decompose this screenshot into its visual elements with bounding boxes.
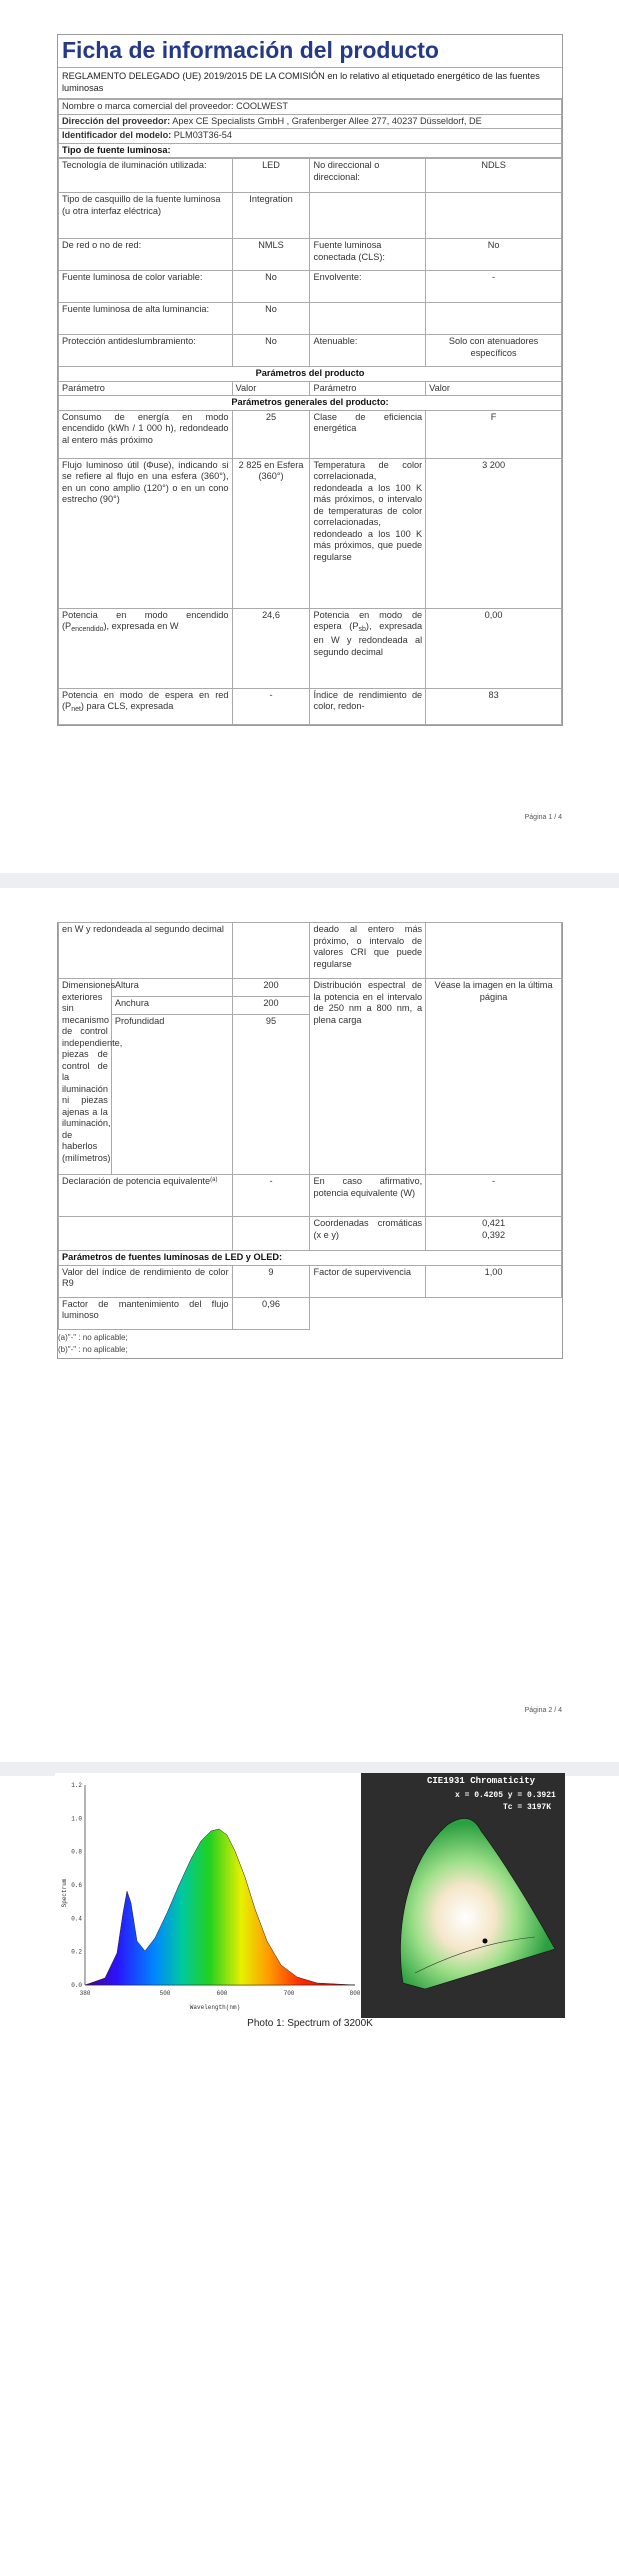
table-row bbox=[59, 335, 562, 367]
param-value: NMLS bbox=[232, 239, 310, 271]
param-label: Potencia en modo de espera $(P_{sb})$, expresada en W y redondeada al segundo decimal bbox=[310, 608, 426, 688]
page-number: Página 1 / 4 bbox=[524, 814, 562, 821]
photo-caption: Photo 1: Spectrum of 3200K bbox=[247, 2018, 373, 2029]
regulation-text: REGLAMENTO DELEGADO (UE) 2019/2015 DE LA COMISIÓN en lo relativo al etiquetado energético de las fuentes luminosas bbox=[58, 68, 562, 99]
led-params-header: Parámetros de fuentes luminosas de LED y OLED: bbox=[59, 1251, 562, 1266]
param-value: 0,96 bbox=[232, 1297, 310, 1329]
param-value: No bbox=[232, 303, 310, 335]
param-label bbox=[310, 303, 426, 335]
spectrum-y-label: Spectrum bbox=[61, 1878, 68, 1908]
y-tick-label: 1.0 bbox=[71, 1815, 82, 1823]
param-label: Atenuable: bbox=[310, 335, 426, 367]
footnote-b: (b)"-" : no aplicable; bbox=[58, 1344, 128, 1354]
col-header-param: Parámetro bbox=[310, 381, 426, 396]
param-label: Fuente luminosa conectada (CLS): bbox=[310, 239, 426, 271]
supplier-address: Dirección del proveedor: Apex CE Specialists GmbH , Grafenberger Allee 277, 40237 Düsseldorf, DE bbox=[59, 114, 562, 129]
spectrum-x-label: Wavelength(nm) bbox=[189, 2004, 241, 2011]
param-value: Solo con atenuadores específicos bbox=[426, 335, 562, 367]
width-value: 200 bbox=[232, 997, 310, 1015]
empty-cell bbox=[310, 1297, 562, 1329]
param-label: Flujo luminoso útil (Φuse), indicando si se refiere al flujo en una esfera (360°), en un cono amplio (120°) o en un cono estrecho (90°) bbox=[59, 458, 233, 608]
param-label bbox=[59, 1217, 233, 1251]
param-label: Distribución espectral de la potencia en el intervalo de 250 nm a 800 nm, a plena carga bbox=[310, 979, 426, 1175]
table-row bbox=[59, 1297, 562, 1329]
footnote-a: (a)"-" : no aplicable; bbox=[58, 1332, 128, 1342]
table-row bbox=[59, 688, 562, 724]
table-row bbox=[59, 1265, 562, 1297]
table-row bbox=[59, 979, 562, 997]
footnotes bbox=[58, 1330, 562, 1358]
param-value: F bbox=[426, 410, 562, 458]
param-value: No bbox=[232, 335, 310, 367]
param-label: Fuente luminosa de color variable: bbox=[59, 271, 233, 303]
param-value bbox=[232, 923, 310, 979]
page-2 bbox=[0, 888, 619, 1760]
table-row bbox=[59, 159, 562, 193]
param-value: 0,421 0,392 bbox=[426, 1217, 562, 1251]
param-value: 83 bbox=[426, 688, 562, 724]
param-value: LED bbox=[232, 159, 310, 193]
product-params-header: Parámetros del producto bbox=[59, 367, 562, 382]
param-value: - bbox=[426, 271, 562, 303]
height-label: Altura bbox=[111, 979, 232, 997]
param-label: Valor del índice de rendimiento de color R9 bbox=[59, 1265, 233, 1297]
model-identifier: Identificador del modelo: PLM03T36-54 bbox=[59, 129, 562, 144]
param-value: Véase la imagen en la última página bbox=[426, 979, 562, 1175]
y-tick-label: 0.4 bbox=[71, 1915, 82, 1923]
doc-title: Ficha de información del producto bbox=[58, 35, 562, 68]
table-row bbox=[59, 271, 562, 303]
table-row bbox=[59, 193, 562, 239]
supplier-name: Nombre o marca comercial del proveedor: COOLWEST bbox=[59, 100, 562, 115]
param-label: Factor de supervivencia bbox=[310, 1265, 426, 1297]
y-tick-label: 0.2 bbox=[71, 1948, 82, 1956]
x-tick-label: 500 bbox=[159, 1990, 171, 1997]
y-tick-label: 0.6 bbox=[71, 1882, 82, 1889]
page-number: Página 2 / 4 bbox=[524, 1707, 562, 1714]
param-value bbox=[232, 1217, 310, 1251]
param-label: Coordenadas cromáticas (x e y) bbox=[310, 1217, 426, 1251]
param-value: 0,00 bbox=[426, 608, 562, 688]
chromaticity-point bbox=[483, 1939, 488, 1944]
x-tick-label: 700 bbox=[283, 1990, 295, 1997]
param-value bbox=[426, 923, 562, 979]
param-value: Integration bbox=[232, 193, 310, 239]
param-label: deado al entero más próximo, o intervalo de valores CRI que puede regularse bbox=[310, 923, 426, 979]
page-2-table bbox=[58, 922, 562, 1330]
x-tick-label: 380 bbox=[79, 1990, 91, 1997]
param-label: Protección antideslumbramiento: bbox=[59, 335, 233, 367]
dimensions-label: Dimensiones exteriores sin mecanismo de control independiente, piezas de control de la iluminación ni piezas ajenas a la iluminación, de haberlos (milímetros) bbox=[59, 979, 112, 1175]
col-header-param: Parámetro bbox=[59, 381, 233, 396]
type-header: Tipo de fuente luminosa: bbox=[59, 143, 562, 158]
table-row bbox=[59, 608, 562, 688]
table-row bbox=[59, 458, 562, 608]
param-label: Potencia en modo encendido $(P_{encendido})$, expresada en W bbox=[59, 608, 233, 688]
param-value: 25 bbox=[232, 410, 310, 458]
param-value: - bbox=[426, 1175, 562, 1217]
param-value bbox=[426, 193, 562, 239]
general-params-header: Parámetros generales del producto: bbox=[59, 396, 562, 411]
x-tick-label: 800 bbox=[349, 1990, 361, 1997]
table-row bbox=[59, 923, 562, 979]
param-value: 2 825 en Esfera (360°) bbox=[232, 458, 310, 608]
table-row bbox=[59, 1175, 562, 1217]
column-header-row bbox=[59, 381, 562, 396]
depth-label: Profundidad bbox=[111, 1015, 232, 1175]
table-row bbox=[59, 1217, 562, 1251]
param-value: NDLS bbox=[426, 159, 562, 193]
spectrum-photo bbox=[55, 1773, 565, 2043]
param-label: Tecnología de iluminación utilizada: bbox=[59, 159, 233, 193]
depth-value: 95 bbox=[232, 1015, 310, 1175]
y-tick-label: 0.8 bbox=[71, 1848, 82, 1856]
col-header-value: Valor bbox=[232, 381, 310, 396]
param-value: 9 bbox=[232, 1265, 310, 1297]
page-1 bbox=[0, 0, 619, 870]
x-tick-label: 600 bbox=[216, 1990, 228, 1997]
page-1-frame bbox=[57, 34, 563, 726]
param-label: Factor de mantenimiento del flujo luminoso bbox=[59, 1297, 233, 1329]
param-value: No bbox=[232, 271, 310, 303]
param-label: Clase de eficiencia energética bbox=[310, 410, 426, 458]
cie-cct: Tc = 3197K bbox=[503, 1803, 552, 1812]
param-label bbox=[310, 193, 426, 239]
param-label: Fuente luminosa de alta luminancia: bbox=[59, 303, 233, 335]
y-tick-label: 0.0 bbox=[71, 1982, 82, 1989]
param-label: Tipo de casquillo de la fuente luminosa (u otra interfaz eléctrica) bbox=[59, 193, 233, 239]
table-row bbox=[59, 239, 562, 271]
spectrum-figure bbox=[55, 1773, 565, 2018]
param-value: 3 200 bbox=[426, 458, 562, 608]
param-label: Envolvente: bbox=[310, 271, 426, 303]
y-tick-label: 1.2 bbox=[71, 1782, 82, 1789]
param-label: en W y redondeada al segundo decimal bbox=[59, 923, 233, 979]
table-row bbox=[59, 303, 562, 335]
param-label: No direccional o direccional: bbox=[310, 159, 426, 193]
param-value: No bbox=[426, 239, 562, 271]
param-value bbox=[426, 303, 562, 335]
param-label: De red o no de red: bbox=[59, 239, 233, 271]
page-2-frame bbox=[57, 922, 563, 1359]
param-label: Declaración de potencia equivalente$^{(a)}$ bbox=[59, 1175, 233, 1217]
param-value: - bbox=[232, 688, 310, 724]
param-label: Potencia en modo de espera en red $(P_{net})$ para CLS, expresada bbox=[59, 688, 233, 724]
col-header-value: Valor bbox=[426, 381, 562, 396]
param-value: 24,6 bbox=[232, 608, 310, 688]
param-label: Consumo de energía en modo encendido (kWh / 1 000 h), redondeado al entero más próximo bbox=[59, 410, 233, 458]
type-table bbox=[58, 158, 562, 725]
param-label: Índice de rendimiento de color, redon- bbox=[310, 688, 426, 724]
param-value: 1,00 bbox=[426, 1265, 562, 1297]
height-value: 200 bbox=[232, 979, 310, 997]
param-label: Temperatura de color correlacionada, redondeada a los 100 K más próximos, o intervalo de temperaturas de color correlacionadas, redondeado a los 100 K más próximos, que puede regularse bbox=[310, 458, 426, 608]
cie-title: CIE1931 Chromaticity bbox=[427, 1776, 536, 1786]
header-table bbox=[58, 99, 562, 158]
table-row bbox=[59, 410, 562, 458]
param-label: En caso afirmativo, potencia equivalente (W) bbox=[310, 1175, 426, 1217]
width-label: Anchura bbox=[111, 997, 232, 1015]
page-separator bbox=[0, 873, 619, 888]
cie-coordinates: x = 0.4205 y = 0.3921 bbox=[455, 1791, 556, 1800]
param-value: - bbox=[232, 1175, 310, 1217]
